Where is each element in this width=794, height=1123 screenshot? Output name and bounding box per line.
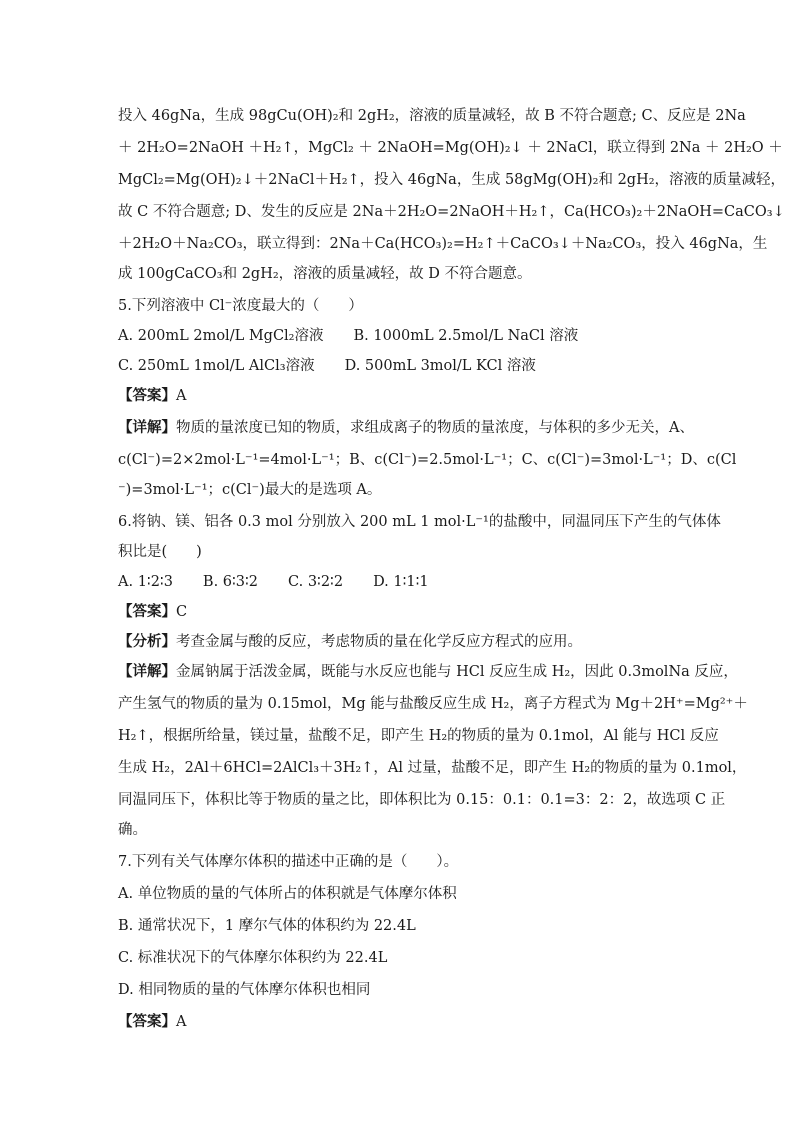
paragraph-line-3: MgCl₂=Mg(OH)₂↓＋2NaCl＋H₂↑，投入 46gNa，生成 58gMg(OH)₂和 2gH₂，溶液的质量减轻， (118, 172, 786, 188)
q5-options-row-1 (118, 326, 686, 346)
paragraph-line-4: 故 C 不符合题意; D、发生的反应是 2Na＋2H₂O=2NaOH＋H₂↑，Ca(HCO₃)₂＋2NaOH=CaCO₃↓ (118, 204, 785, 220)
q7-option-c: C. 标准状况下的气体摩尔体积约为 22.4L (118, 950, 388, 966)
q6-detail-line-2: 产生氢气的物质的量为 0.15mol，Mg 能与盐酸反应生成 H₂，离子方程式为 Mg＋2H⁺=Mg²⁺＋ (118, 696, 748, 712)
q5-options-row-2 (118, 356, 686, 376)
q6-detail-line-4: 生成 H₂，2Al＋6HCl=2AlCl₃＋3H₂↑，Al 过量，盐酸不足，即产生 H₂的物质的量为 0.1mol， (118, 760, 747, 776)
q6-detail-label: 【详解】 (118, 663, 176, 680)
q5-option-a: A. 200mL 2mol/L MgCl₂溶液 (118, 328, 324, 344)
q7-answer-value: A (176, 1014, 187, 1030)
q6-analysis-text: 考查金属与酸的反应，考虑物质的量在化学反应方程式的应用。 (176, 634, 582, 650)
q5-detail-line-1 (118, 418, 694, 438)
q5-answer (118, 386, 686, 406)
q5-answer-label: 【答案】 (118, 387, 176, 404)
q5-detail-label: 【详解】 (118, 419, 176, 436)
paragraph-line-2: ＋ 2H₂O=2NaOH ＋H₂↑，MgCl₂ ＋ 2NaOH=Mg(OH)₂↓ ＋ 2NaCl，联立得到 2Na ＋ 2H₂O ＋ (118, 140, 783, 156)
q6-detail-line-5: 同温同压下，体积比等于物质的量之比，即体积比为 0.15：0.1：0.1=3：2：2，故选项 C 正 (118, 792, 726, 808)
q6-detail-line-3: H₂↑，根据所给量，镁过量，盐酸不足，即产生 H₂的物质的量为 0.1mol，Al 能与 HCl 反应 (118, 728, 719, 744)
q7-stem: 7.下列有关气体摩尔体积的描述中正确的是（ ）。 (118, 854, 459, 870)
q7-option-d: D. 相同物质的量的气体摩尔体积也相同 (118, 982, 371, 998)
q6-option-c: C. 3∶2∶2 (288, 574, 344, 590)
q6-detail-line-1 (118, 662, 738, 682)
q5-detail-text-1: 物质的量浓度已知的物质，求组成离子的物质的量浓度，与体积的多少无关，A、 (176, 420, 694, 436)
q6-answer (118, 602, 686, 622)
q6-option-d: D. 1∶1∶1 (373, 574, 429, 590)
q5-answer-value: A (176, 388, 187, 404)
paragraph-line-1: 投入 46gNa，生成 98gCu(OH)₂和 2gH₂，溶液的质量减轻，故 B 不符合题意; C、反应是 2Na (118, 108, 746, 124)
q7-option-a: A. 单位物质的量的气体所占的体积就是气体摩尔体积 (118, 886, 457, 902)
q5-stem: 5.下列溶液中 Cl⁻浓度最大的（ ） (118, 298, 363, 314)
q6-detail-text-1: 金属钠属于活泼金属，既能与水反应也能与 HCl 反应生成 H₂，因此 0.3molNa 反应， (176, 664, 738, 680)
q6-option-b: B. 6∶3∶2 (202, 574, 259, 590)
q7-option-b: B. 通常状况下，1 摩尔气体的体积约为 22.4L (118, 918, 416, 934)
q7-answer-label: 【答案】 (118, 1013, 176, 1030)
q6-analysis (118, 632, 686, 652)
q7-answer (118, 1012, 686, 1032)
q6-stem-line-1: 6.将钠、镁、铝各 0.3 mol 分别放入 200 mL 1 mol·L⁻¹的盐酸中，同温同压下产生的气体体 (118, 514, 721, 530)
q6-answer-value: C (176, 604, 188, 620)
q6-answer-label: 【答案】 (118, 603, 176, 620)
q5-detail-line-2: c(Cl⁻)=2×2mol·L⁻¹=4mol·L⁻¹；B、c(Cl⁻)=2.5mol·L⁻¹；C、c(Cl⁻)=3mol·L⁻¹；D、c(Cl (118, 452, 737, 468)
q6-stem-line-2: 积比是( ) (118, 544, 202, 560)
q6-analysis-label: 【分析】 (118, 633, 176, 650)
paragraph-line-5: ＋2H₂O＋Na₂CO₃，联立得到：2Na＋Ca(HCO₃)₂=H₂↑＋CaCO₃↓＋Na₂CO₃，投入 46gNa，生 (118, 236, 768, 252)
q5-option-c: C. 250mL 1mol/L AlCl₃溶液 (118, 358, 315, 374)
q5-option-b: B. 1000mL 2.5mol/L NaCl 溶液 (353, 328, 579, 344)
q5-option-d: D. 500mL 3mol/L KCl 溶液 (344, 358, 536, 374)
q6-options-row (118, 572, 686, 592)
paragraph-line-6: 成 100gCaCO₃和 2gH₂，溶液的质量减轻，故 D 不符合题意。 (118, 266, 532, 282)
q5-detail-line-3: ⁻)=3mol·L⁻¹；c(Cl⁻)最大的是选项 A。 (118, 482, 382, 498)
q6-option-a: A. 1∶2∶3 (118, 574, 173, 590)
q6-detail-line-6: 确。 (118, 822, 147, 838)
